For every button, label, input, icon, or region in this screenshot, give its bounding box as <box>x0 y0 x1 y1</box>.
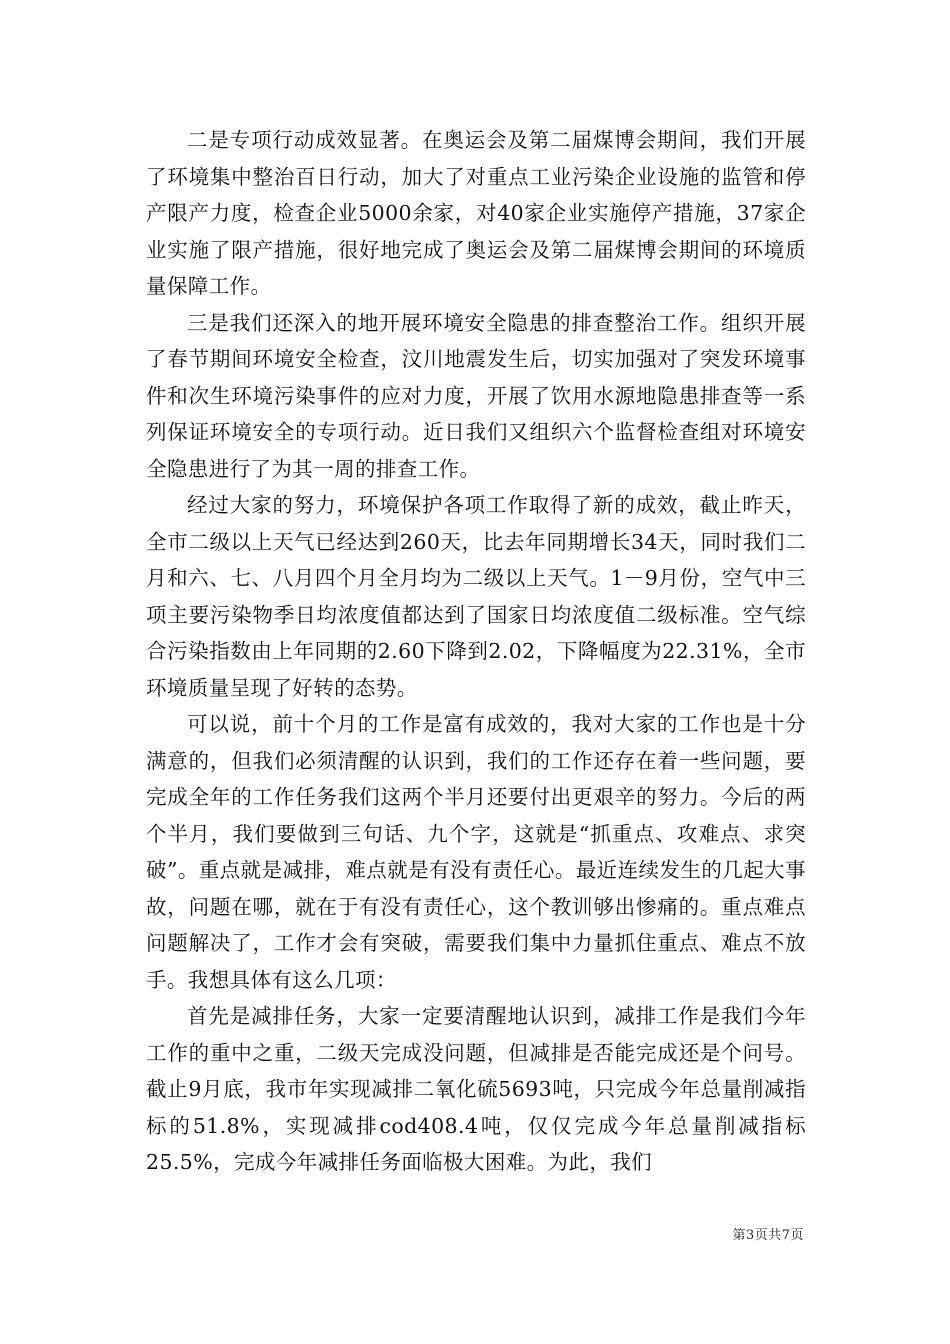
page-number-footer: 第3页共7页 <box>732 1228 804 1243</box>
paragraph-5: 首先是减排任务，大家一定要清醒地认识到，减排工作是我们今年工作的重中之重，二级天完成没问题，但减排是否能完成还是个问号。截止9月底，我市年实现减排二氧化硫5693吨，只完成今年总量削减指标的51.8%，实现减排cod408.4吨，仅仅完成今年总量削减指标25.5%，完成今年减排任务面临极大困难。为此，我们 <box>146 1004 806 1174</box>
paragraph-1: 二是专项行动成效显著。在奥运会及第二届煤博会期间，我们开展了环境集中整治百日行动，加大了对重点工业污染企业设施的监管和停产限产力度，检查企业5000余家，对40家企业实施停产措施，37家企业实施了限产措施，很好地完成了奥运会及第二届煤博会期间的环境质量保障工作。 <box>146 128 806 298</box>
paragraph-4: 可以说，前十个月的工作是富有成效的，我对大家的工作也是十分满意的，但我们必须清醒的认识到，我们的工作还存在着一些问题，要完成全年的工作任务我们这两个半月还要付出更艰辛的努力。今后的两个半月，我们要做到三句话、九个字，这就是“抓重点、攻难点、求突破”。重点就是减排，难点就是有没有责任心。最近连续发生的几起大事故，问题在哪，就在于有没有责任心，这个教训够出惨痛的。重点难点问题解决了，工作才会有突破，需要我们集中力量抓住重点、难点不放手。我想具体有这么几项： <box>146 712 806 992</box>
document-body <box>146 122 806 1181</box>
paragraph-2: 三是我们还深入的地开展环境安全隐患的排查整治工作。组织开展了春节期间环境安全检查，汶川地震发生后，切实加强对了突发环境事件和次生环境污染事件的应对力度，开展了饮用水源地隐患排查等一系列保证环境安全的专项行动。近日我们又组织六个监督检查组对环境安全隐患进行了为其一周的排查工作。 <box>146 310 806 481</box>
paragraph-3: 经过大家的努力，环境保护各项工作取得了新的成效，截止昨天，全市二级以上天气已经达到260天，比去年同期增长34天，同时我们二月和六、七、八月四个月全月均为二级以上天气。1－9月份，空气中三项主要污染物季日均浓度值都达到了国家日均浓度值二级标准。空气综合污染指数由上年同期的2.60下降到2.02，下降幅度为22.31%，全市环境质量呈现了好转的态势。 <box>146 493 806 700</box>
